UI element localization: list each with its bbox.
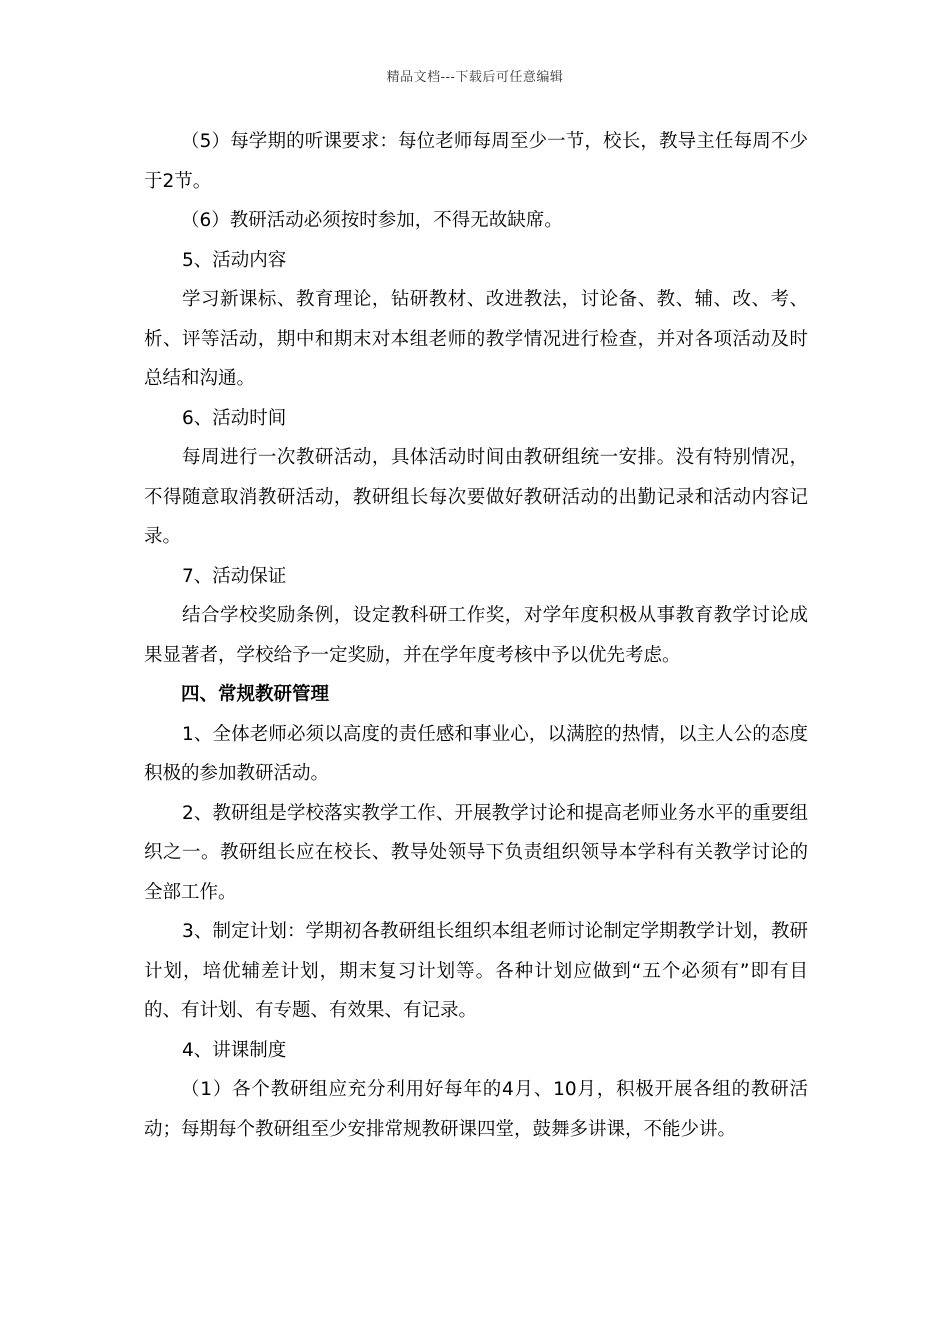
paragraph-activity-guarantee: 结合学校奖励条例，设定教科研工作奖，对学年度积极从事教育教学讨论成果显著者，学校给予一定奖励，并在学年度考核中予以优先考虑。 xyxy=(144,605,808,666)
section-heading-activity-guarantee: 7、活动保证 xyxy=(182,565,287,587)
paragraph-planning: 3、制定计划：学期初各教研组长组织本组老师讨论制定学期教学计划，教研计划，培优辅差计划，期末复习计划等。各种计划应做到“五个必须有”即有目的、有计划、有专题、有效果、有记录。 xyxy=(144,921,808,1021)
paragraph-listening-requirement: （5）每学期的听课要求：每位老师每周至少一节，校长，教导主任每周不少于2节。 xyxy=(144,131,808,192)
document-body xyxy=(144,122,808,1149)
paragraph-teacher-attitude: 1、全体老师必须以高度的责任感和事业心，以满腔的热情，以主人公的态度积极的参加教研活动。 xyxy=(144,723,808,784)
paragraph-group-role: 2、教研组是学校落实教学工作、开展教学讨论和提高老师业务水平的重要组织之一。教研组长应在校长、教导处领导下负责组织领导本学科有关教学讨论的全部工作。 xyxy=(144,802,808,903)
paragraph-activity-time: 每周进行一次教研活动，具体活动时间由教研组统一安排。没有特别情况，不得随意取消教研活动，教研组长每次要做好教研活动的出勤记录和活动内容记录。 xyxy=(144,447,808,547)
page-header: 精品文档---下载后可任意编辑 xyxy=(386,70,564,85)
section-heading-lecture-system: 4、讲课制度 xyxy=(182,1039,287,1061)
paragraph-activity-content: 学习新课标、教育理论，钻研教材、改进教法，讨论备、教、辅、改、考、析、评等活动，期中和期末对本组老师的教学情况进行检查，并对各项活动及时总结和沟通。 xyxy=(144,289,808,389)
paragraph-attendance-rule: （6）教研活动必须按时参加，不得无故缺席。 xyxy=(181,210,563,231)
section-heading-activity-time: 6、活动时间 xyxy=(182,407,287,429)
chapter-heading-routine-management: 四、常规教研管理 xyxy=(181,684,330,705)
section-heading-activity-content: 5、活动内容 xyxy=(182,249,287,271)
paragraph-lecture-rule: （1）各个教研组应充分利用好每年的4月、10月，积极开展各组的教研活动；每期每个教研组至少安排常规教研课四堂，鼓舞多讲课，不能少讲。 xyxy=(144,1079,808,1140)
